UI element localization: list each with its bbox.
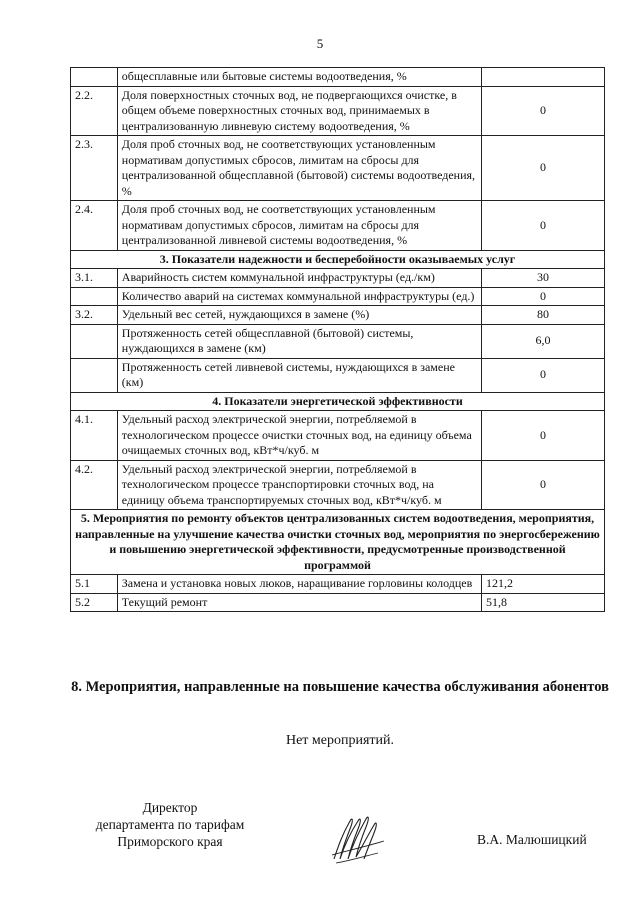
indicators-table xyxy=(70,67,605,612)
signatory-position-line-3: Приморского края xyxy=(117,834,223,849)
row-description: Доля проб сточных вод, не соответствующих установленным нормативам допустимых сбросов, лимитам на сбросы для централизованной общесплавной (бытовой) системы водоотведения, % xyxy=(117,136,481,201)
signatory-position-line-2: департамента по тарифам xyxy=(95,817,245,832)
row-number: 3.2. xyxy=(71,306,118,325)
table-row xyxy=(71,358,605,392)
row-value: 51,8 xyxy=(481,593,604,612)
row-value: 0 xyxy=(481,411,604,461)
row-value: 0 xyxy=(481,287,604,306)
row-number: 2.3. xyxy=(71,136,118,201)
row-description: Удельный вес сетей, нуждающихся в замене (%) xyxy=(117,306,481,325)
row-number: 4.2. xyxy=(71,460,118,510)
row-value: 6,0 xyxy=(481,324,604,358)
row-value: 0 xyxy=(481,201,604,251)
section-8-text: Нет мероприятий. xyxy=(285,733,395,748)
row-value: 80 xyxy=(481,306,604,325)
row-description: Текущий ремонт xyxy=(117,593,481,612)
section-8-title: 8. Мероприятия, направленные на повышение качества обслуживания абонентов xyxy=(71,679,609,695)
row-description: Аварийность систем коммунальной инфраструктуры (ед./км) xyxy=(117,269,481,288)
row-value: 121,2 xyxy=(481,575,604,594)
row-number: 5.2 xyxy=(71,593,118,612)
row-number: 4.1. xyxy=(71,411,118,461)
row-number: 3.1. xyxy=(71,269,118,288)
row-number xyxy=(71,287,118,306)
table-row xyxy=(71,201,605,251)
table-row xyxy=(71,269,605,288)
table-row xyxy=(71,306,605,325)
section-header: 5. Мероприятия по ремонту объектов централизованных систем водоотведения, мероприятия, направленные на улучшение качества очистки сточных вод, мероприятия по энергосбережению и повышению энергетической эффективности, предусмотренные производственной программой xyxy=(71,510,605,575)
indicators-table-body xyxy=(71,68,605,612)
section-header: 3. Показатели надежности и бесперебойности оказываемых услуг xyxy=(71,250,605,269)
row-description: Протяженность сетей ливневой системы, нуждающихся в замене (км) xyxy=(117,358,481,392)
row-description: общесплавные или бытовые системы водоотведения, % xyxy=(117,68,481,87)
row-number xyxy=(71,358,118,392)
signatory-position-line-1: Директор xyxy=(142,800,198,815)
row-number: 2.4. xyxy=(71,201,118,251)
table-row xyxy=(71,460,605,510)
row-number: 2.2. xyxy=(71,86,118,136)
page-number: 5 xyxy=(316,36,324,51)
row-description: Количество аварий на системах коммунальной инфраструктуры (ед.) xyxy=(117,287,481,306)
row-value xyxy=(481,68,604,87)
row-description: Замена и установка новых люков, наращивание горловины колодцев xyxy=(117,575,481,594)
section-header-row xyxy=(71,510,605,575)
row-description: Доля поверхностных сточных вод, не подвергающихся очистке, в общем объеме поверхностных сточных вод, принимаемых в централизованную ливневую систему водоотведения, % xyxy=(117,86,481,136)
signatory-name: В.А. Малюшицкий xyxy=(477,832,587,847)
handwritten-signature xyxy=(328,807,388,867)
row-description: Протяженность сетей общесплавной (бытовой) системы, нуждающихся в замене (км) xyxy=(117,324,481,358)
table-row xyxy=(71,136,605,201)
row-description: Удельный расход электрической энергии, потребляемой в технологическом процессе транспортировки сточных вод, на единицу объема транспортируемых сточных вод, кВт*ч/куб. м xyxy=(117,460,481,510)
row-value: 0 xyxy=(481,358,604,392)
table-row xyxy=(71,68,605,87)
section-header: 4. Показатели энергетической эффективности xyxy=(71,392,605,411)
table-row xyxy=(71,411,605,461)
row-description: Удельный расход электрической энергии, потребляемой в технологическом процессе очистки сточных вод, на единицу объема очищаемых сточных вод, кВт*ч/куб. м xyxy=(117,411,481,461)
section-header-row xyxy=(71,392,605,411)
table-row xyxy=(71,324,605,358)
table-row xyxy=(71,287,605,306)
signatory-position xyxy=(70,799,270,850)
row-description: Доля проб сточных вод, не соответствующих установленным нормативам допустимых сбросов, лимитам на сбросы для централизованной ливневой системы водоотведения, % xyxy=(117,201,481,251)
row-value: 0 xyxy=(481,460,604,510)
table-row xyxy=(71,575,605,594)
row-number: 5.1 xyxy=(71,575,118,594)
row-number xyxy=(71,324,118,358)
row-value: 30 xyxy=(481,269,604,288)
row-number xyxy=(71,68,118,87)
table-row xyxy=(71,86,605,136)
table-row xyxy=(71,593,605,612)
row-value: 0 xyxy=(481,136,604,201)
section-header-row xyxy=(71,250,605,269)
row-value: 0 xyxy=(481,86,604,136)
